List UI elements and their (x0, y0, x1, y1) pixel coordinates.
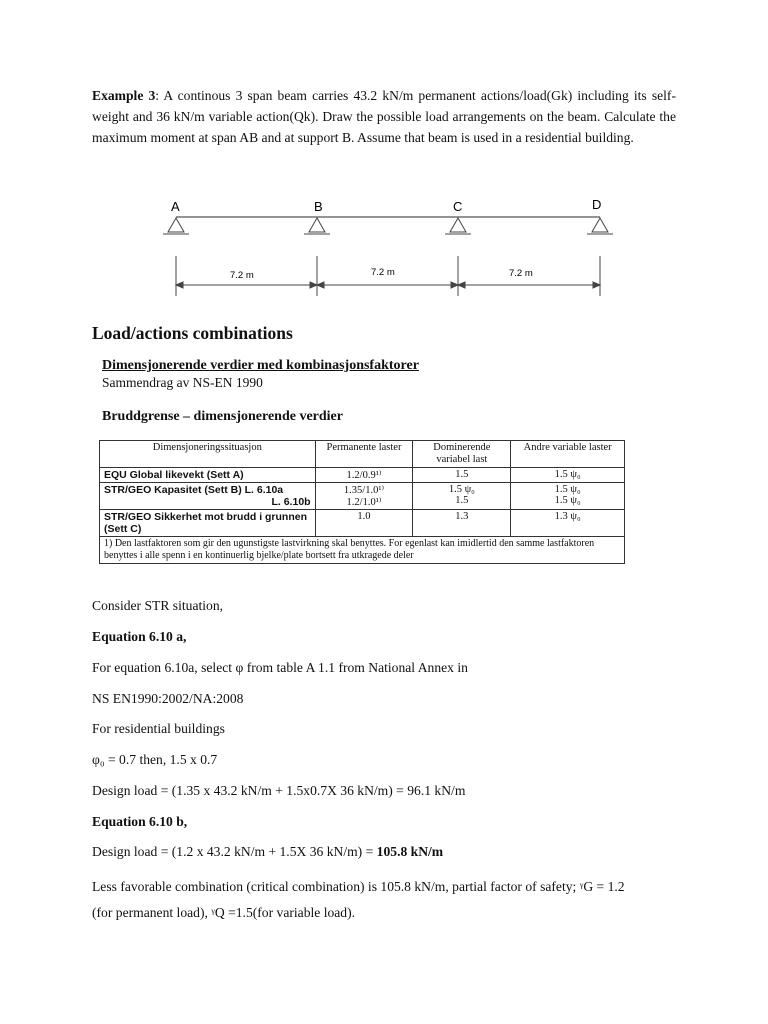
table-row (100, 468, 625, 483)
example-label: Example 3 (92, 88, 156, 103)
table-footnote-row (100, 537, 625, 564)
support-label-d: D (592, 197, 602, 212)
support-label-a: A (171, 199, 180, 214)
table-row (100, 483, 625, 510)
example-text: : A continous 3 span beam carries 43.2 kN/m permanent actions/load(Gk) including its self-weight and 36 kN/m variable action(Qk). Draw the possible load arrangements on the beam. Calculate the maximum moment at span AB and at support B. Assume that beam is used in a residential building. (92, 88, 676, 145)
table-cell (511, 483, 625, 510)
table-cell-line: 1.5 ψ₀ (554, 495, 581, 506)
support-d (587, 197, 613, 234)
equation-b-label: Equation 6.10 b, (92, 814, 188, 829)
table-cell: EQU Global likevekt (Sett A) (100, 468, 316, 483)
table-header: Andre variable laster (511, 441, 625, 468)
phi-line: φ₀ = 0.7 then, 1.5 x 0.7 (92, 752, 218, 767)
table-cell: 1.0 (315, 510, 413, 537)
dimension-lines (176, 282, 600, 288)
table-header: Permanente laster (315, 441, 413, 468)
table-cell-line: STR/GEO Kapasitet (Sett B) L. 6.10a (104, 484, 284, 496)
table-cell: 1.5 (413, 468, 511, 483)
design-load-b-value: 105.8 kN/m (376, 844, 444, 859)
table-cell-line: L. 6.10b (271, 496, 311, 508)
table-cell: 1.3 ψ₀ (511, 510, 625, 537)
design-values-table (99, 440, 625, 564)
span-label-ab: 7.2 m (230, 270, 254, 281)
table-header: Dimensjoneringssituasjon (100, 441, 316, 468)
support-label-c: C (453, 199, 463, 214)
table-cell-line: 1.5 ψ₀ (554, 484, 581, 495)
beam-diagram (150, 192, 630, 302)
critical-combination-line-1: Less favorable combination (critical combination) is 105.8 kN/m, partial factor of safety; ᵞG = 1.2 (92, 879, 625, 894)
table-header: Dominerende variabel last (413, 441, 511, 468)
table-cell: STR/GEO Sikkerhet mot brudd i grunnen (Sett C) (100, 510, 316, 537)
design-load-b-prefix: Design load = (1.2 x 43.2 kN/m + 1.5X 36 kN/m) = (92, 844, 377, 859)
span-label-bc: 7.2 m (371, 267, 395, 278)
equation-a-text: For equation 6.10a, select φ from table A 1.1 from National Annex in (92, 660, 468, 675)
design-load-a: Design load = (1.35 x 43.2 kN/m + 1.5x0.7X 36 kN/m) = 96.1 kN/m (92, 783, 466, 798)
critical-combination-line-2: (for permanent load), ᵞQ =1.5(for variable load). (92, 905, 356, 920)
residential-line: For residential buildings (92, 721, 225, 736)
table-cell: 1.5 ψ₀ (511, 468, 625, 483)
scanned-table-block (98, 357, 628, 579)
span-label-cd: 7.2 m (509, 268, 533, 279)
table-cell-line: 1.5 (455, 495, 469, 506)
table-cell-line: 1.35/1.0¹⁾ (343, 485, 385, 496)
scan-title: Dimensjonerende verdier med kombinasjonsfaktorer (102, 358, 419, 373)
support-label-b: B (314, 199, 323, 214)
table-cell (413, 483, 511, 510)
table-cell (100, 483, 316, 510)
table-cell (315, 483, 413, 510)
table-footnote: 1) Den lastfaktoren som gir den ugunstigste lastvirkning skal benyttes. For egenlast kan imidlertid den samme lastfaktoren benyttes i alle spenn i en kontinuerlig bjelke/plate bortsett fra utkragede deler (100, 537, 625, 564)
scan-section-title: Bruddgrense – dimensjonerende verdier (102, 409, 343, 424)
table-cell-line: 1.2/1.0¹⁾ (346, 497, 382, 508)
equation-a-label: Equation 6.10 a, (92, 629, 187, 644)
example-paragraph (92, 85, 676, 148)
table-cell: 1.2/0.9¹⁾ (315, 468, 413, 483)
design-load-b (92, 844, 443, 860)
section-heading: Load/actions combinations (92, 323, 293, 343)
table-header-row (100, 441, 625, 468)
consider-line: Consider STR situation, (92, 598, 224, 613)
table-cell-line: 1.5 ψ₀ (448, 484, 475, 495)
table-row (100, 510, 625, 537)
table-cell: 1.3 (413, 510, 511, 537)
scan-subtitle: Sammendrag av NS-EN 1990 (102, 375, 263, 390)
standard-reference: NS EN1990:2002/NA:2008 (92, 691, 244, 706)
